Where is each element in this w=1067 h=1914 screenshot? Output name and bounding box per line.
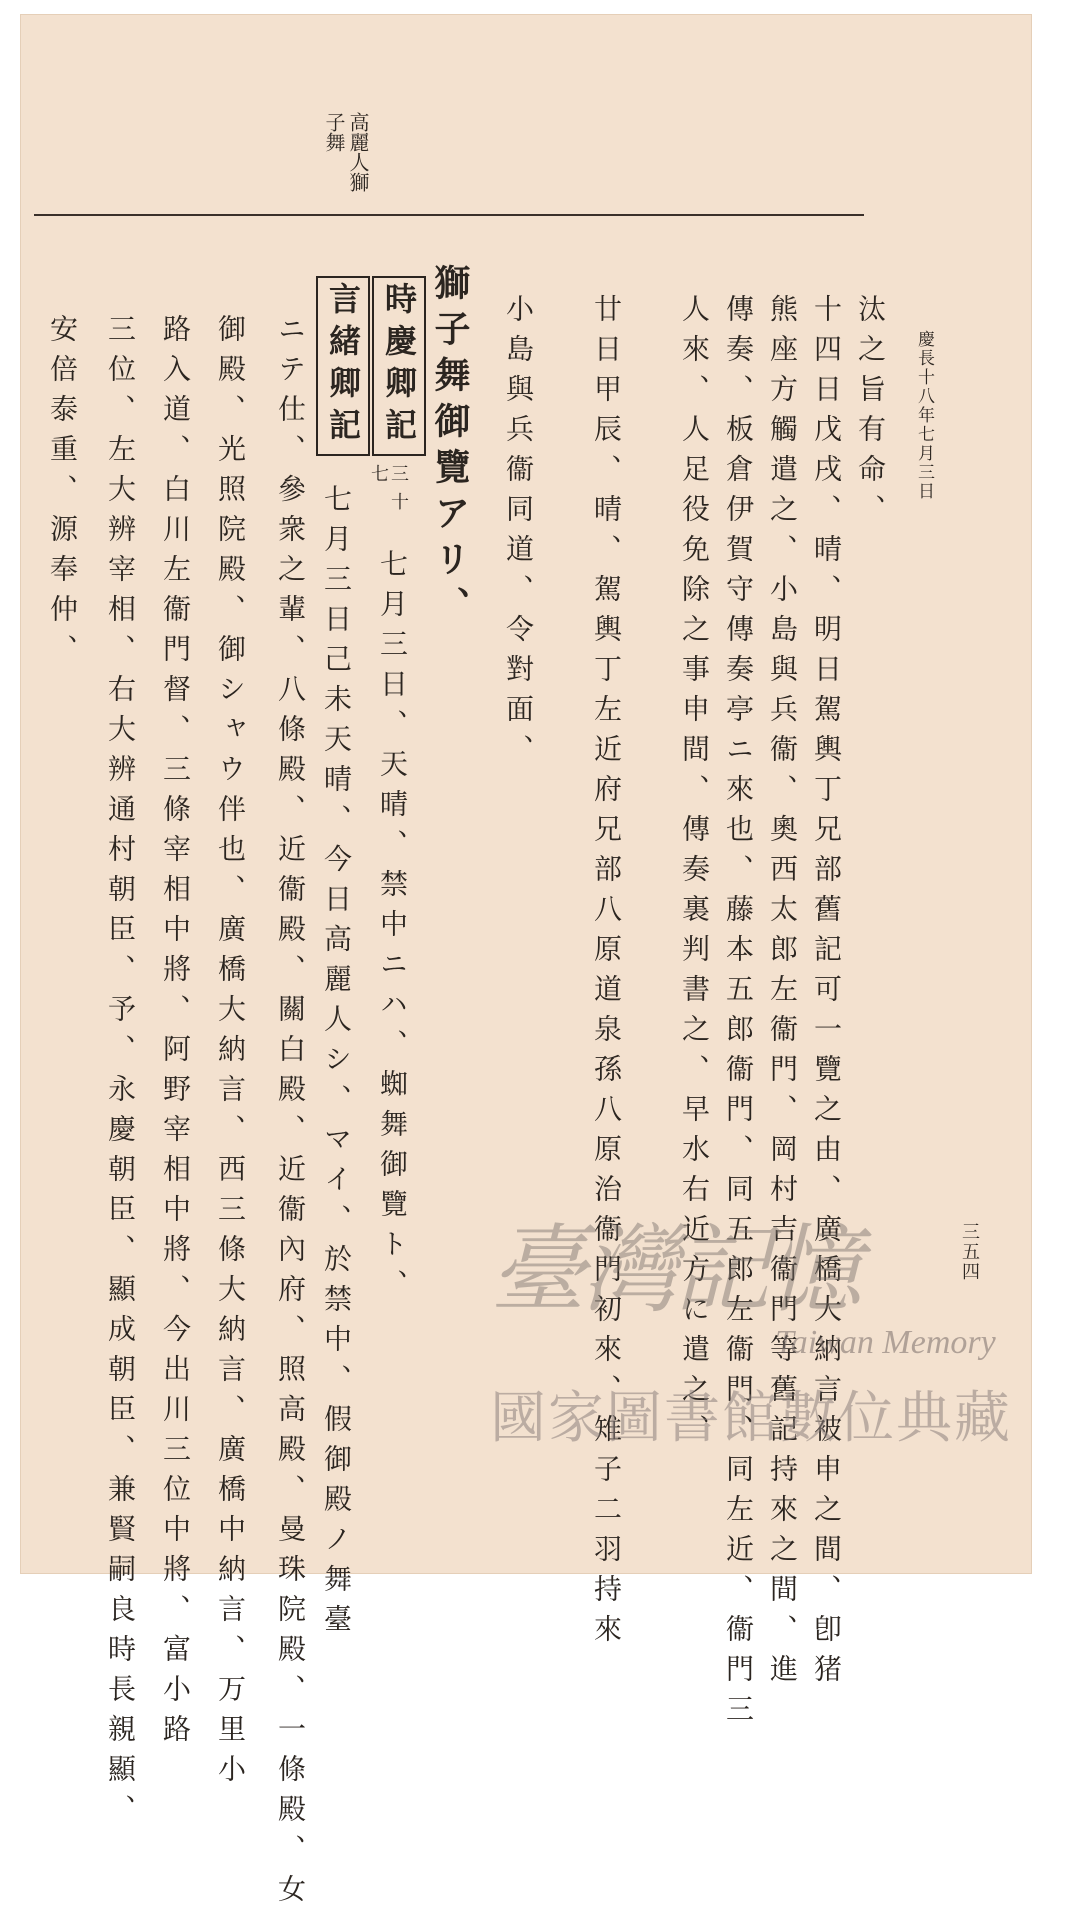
entry2-line-1: 七月三日己未天晴、今日高麗人シ、マイ、於禁中、假御殿ノ舞臺: [320, 484, 353, 1644]
entry2-line-4: 路入道、白川左衞門督、三條宰相中將、阿野宰相中將、今出川三位中將、富小路: [159, 314, 192, 1754]
entry2-line-2: ニテ仕、參衆之輩、八條殿、近衞殿、關白殿、近衞內府、照高殿、曼珠院殿、一條殿、女: [274, 314, 307, 1914]
margin-note: 高麗人獅 子舞: [322, 112, 370, 192]
text-column-2: 十四日戊戌、晴、明日駕輿丁兄部舊記可一覽之由、廣橋大納言被申之間、卽猪: [810, 294, 843, 1694]
text-column-1: 汰之旨有命、: [854, 294, 887, 534]
watermark-english: Taiwan Memory: [775, 1324, 996, 1361]
entry2-line-6: 安倍泰重、源奉仲、: [46, 314, 79, 674]
watermark-library: 國家圖書館數位典藏: [490, 1386, 1012, 1451]
source-title-2: 言緒卿記: [316, 276, 370, 456]
entry2-line-3: 御殿、光照院殿、御シャウ伴也、廣橋大納言、西三條大納言、廣橋中納言、万里小: [214, 314, 247, 1794]
entry2-line-5: 三位、左大辨宰相、右大辨通村朝臣、予、永慶朝臣、顯成朝臣、兼賢嗣良時長親顯、: [104, 314, 137, 1834]
header-rule: [34, 214, 864, 216]
running-head: 慶長十八年七月三日: [914, 330, 934, 501]
watermark-logo: 臺灣記憶: [490, 1214, 858, 1326]
source-volume-1b: 七: [368, 464, 389, 492]
entry1-text: 七月三日、天晴、禁中ニハ、蜘舞御覽ト、: [376, 549, 409, 1309]
text-column-4: 傳奏、板倉伊賀守傳奏亭ニ來也、藤本五郎衞門、同五郎左衞門、同左近、衞門三: [722, 294, 755, 1734]
text-column-6: 廿日甲辰、晴、駕輿丁左近府兄部八原道泉孫八原治衞門初來、雉子二羽持來: [590, 294, 623, 1654]
text-column-5: 人來、人足役免除之事申間、傳奏裏判書之、早水右近方に遣之、: [678, 294, 711, 1454]
book-page: [20, 14, 1032, 1914]
source-volume-1: 三十: [388, 464, 409, 520]
text-column-7: 小島與兵衞同道、令對面、: [502, 294, 535, 774]
page-number: 三五四: [959, 1222, 980, 1282]
section-heading: 獅子舞御覽アリ、: [429, 264, 471, 632]
text-column-3: 熊座方觸遣之、小島與兵衞、奧西太郎左衞門、岡村吉衞門等舊記持來之間、進: [766, 294, 799, 1694]
source-title-1: 時慶卿記: [372, 276, 426, 456]
